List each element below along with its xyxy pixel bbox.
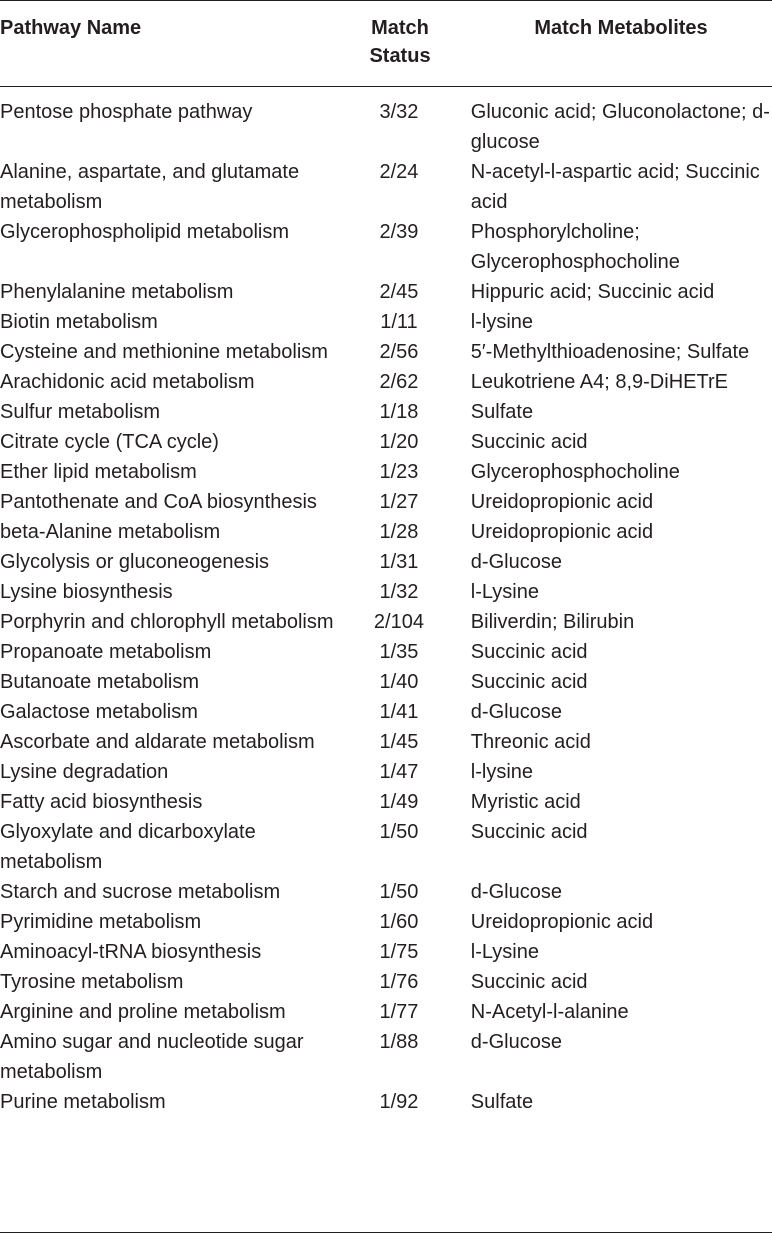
match-status-cell: 1/75 xyxy=(379,941,419,963)
pathway-name-cell: Tyrosine metabolism xyxy=(0,971,184,993)
match-status-cell: 2/45 xyxy=(379,281,419,303)
table-row xyxy=(0,697,772,727)
pathway-name-cell: Purine metabolism xyxy=(0,1091,166,1113)
table-row xyxy=(0,427,772,457)
match-status-cell: 1/41 xyxy=(379,701,419,723)
match-metabolites-cell: Glycerophosphocholine xyxy=(470,461,680,483)
header-rule xyxy=(0,86,772,87)
table-row xyxy=(0,547,772,577)
header-match-status: Match Status xyxy=(369,17,431,67)
match-metabolites-cell: N-Acetyl-l-alanine xyxy=(470,1001,629,1023)
pathway-name-cell: Ether lipid metabolism xyxy=(0,461,197,483)
table-row xyxy=(0,277,772,307)
match-metabolites-cell: N-acetyl-l-aspartic acid; Succinic acid xyxy=(470,161,760,213)
pathway-name-cell: Aminoacyl-tRNA biosynthesis xyxy=(0,941,262,963)
match-metabolites-cell: Sulfate xyxy=(470,1091,534,1113)
pathway-name-cell: Biotin metabolism xyxy=(0,311,158,333)
match-status-cell: 1/40 xyxy=(379,671,419,693)
match-metabolites-cell: Succinic acid xyxy=(470,671,588,693)
match-status-cell: 2/24 xyxy=(379,161,419,183)
table-row xyxy=(0,637,772,667)
table-row xyxy=(0,877,772,907)
pathway-name-cell: Glyoxylate and dicarboxylate metabolism xyxy=(0,821,256,873)
match-status-cell: 1/77 xyxy=(379,1001,419,1023)
pathway-name-cell: Citrate cycle (TCA cycle) xyxy=(0,431,219,453)
table-row xyxy=(0,607,772,637)
table-row xyxy=(0,217,772,277)
table-row xyxy=(0,1087,772,1117)
pathway-name-cell: Arachidonic acid metabolism xyxy=(0,371,255,393)
pathway-name-cell: Propanoate metabolism xyxy=(0,641,212,663)
table-row xyxy=(0,817,772,877)
pathway-name-cell: beta-Alanine metabolism xyxy=(0,521,221,543)
pathway-name-cell: Arginine and proline metabolism xyxy=(0,1001,286,1023)
match-metabolites-cell: Ureidopropionic acid xyxy=(470,491,654,513)
match-status-cell: 3/32 xyxy=(379,101,419,123)
table-row xyxy=(0,157,772,217)
pathway-name-cell: Pantothenate and CoA biosynthesis xyxy=(0,491,317,513)
match-status-cell: 1/18 xyxy=(379,401,419,423)
pathway-name-cell: Glycerophospholipid metabolism xyxy=(0,221,290,243)
pathway-name-cell: Glycolysis or gluconeogenesis xyxy=(0,551,270,573)
table-row xyxy=(0,997,772,1027)
match-status-cell: 1/45 xyxy=(379,731,419,753)
header-match-metabolites: Match Metabolites xyxy=(534,17,708,39)
match-metabolites-cell: Myristic acid xyxy=(470,791,581,813)
match-metabolites-cell: Succinic acid xyxy=(470,821,588,843)
header-pathway-name: Pathway Name xyxy=(0,17,142,39)
pathway-name-cell: Alanine, aspartate, and glutamate metabolism xyxy=(0,161,300,213)
match-metabolites-cell: d-Glucose xyxy=(470,551,562,573)
pathway-name-cell: Ascorbate and aldarate metabolism xyxy=(0,731,315,753)
table-row xyxy=(0,307,772,337)
match-status-cell: 1/20 xyxy=(379,431,419,453)
match-metabolites-cell: 5′-Methylthioadenosine; Sulfate xyxy=(470,341,750,363)
match-status-cell: 1/50 xyxy=(379,821,419,843)
match-status-cell: 2/104 xyxy=(373,611,424,633)
match-status-cell: 1/92 xyxy=(379,1091,419,1113)
match-metabolites-cell: Succinic acid xyxy=(470,971,588,993)
table-row xyxy=(0,397,772,427)
match-metabolites-cell: d-Glucose xyxy=(470,701,562,723)
pathway-name-cell: Fatty acid biosynthesis xyxy=(0,791,203,813)
table-row xyxy=(0,967,772,997)
match-status-cell: 1/50 xyxy=(379,881,419,903)
table-row xyxy=(0,97,772,157)
pathway-name-cell: Lysine degradation xyxy=(0,761,169,783)
match-metabolites-cell: d-Glucose xyxy=(470,881,562,903)
match-status-cell: 1/47 xyxy=(379,761,419,783)
pathway-name-cell: Cysteine and methionine metabolism xyxy=(0,341,328,363)
pathway-name-cell: Phenylalanine metabolism xyxy=(0,281,234,303)
match-status-cell: 1/11 xyxy=(380,311,418,333)
table-header xyxy=(0,0,772,86)
match-metabolites-cell: l-Lysine xyxy=(470,581,539,603)
table-row xyxy=(0,367,772,397)
match-status-cell: 1/49 xyxy=(379,791,419,813)
table-row xyxy=(0,727,772,757)
match-metabolites-cell: l-lysine xyxy=(470,311,534,333)
match-metabolites-cell: l-Lysine xyxy=(470,941,539,963)
table-row xyxy=(0,487,772,517)
table-row xyxy=(0,787,772,817)
match-status-cell: 1/88 xyxy=(379,1031,419,1053)
match-status-cell: 2/62 xyxy=(379,371,419,393)
match-status-cell: 1/27 xyxy=(379,491,419,513)
match-status-cell: 2/56 xyxy=(379,341,419,363)
match-metabolites-cell: Threonic acid xyxy=(470,731,591,753)
match-metabolites-cell: Succinic acid xyxy=(470,641,588,663)
pathway-name-cell: Amino sugar and nucleotide sugar metabolism xyxy=(0,1031,304,1083)
pathway-name-cell: Butanoate metabolism xyxy=(0,671,200,693)
match-metabolites-cell: Sulfate xyxy=(470,401,534,423)
match-metabolites-cell: Succinic acid xyxy=(470,431,588,453)
pathway-name-cell: Galactose metabolism xyxy=(0,701,198,723)
match-metabolites-cell: Biliverdin; Bilirubin xyxy=(470,611,635,633)
match-metabolites-cell: Ureidopropionic acid xyxy=(470,521,654,543)
match-metabolites-cell: Phosphorylcholine; Glycerophosphocholine xyxy=(470,221,680,273)
match-metabolites-cell: d-Glucose xyxy=(470,1031,562,1053)
match-status-cell: 2/39 xyxy=(379,221,419,243)
table-row xyxy=(0,457,772,487)
table-body xyxy=(0,97,772,1117)
match-metabolites-cell: Leukotriene A4; 8,9-DiHETrE xyxy=(470,371,728,393)
match-status-cell: 1/60 xyxy=(379,911,419,933)
match-status-cell: 1/76 xyxy=(379,971,419,993)
table-bottom-rule xyxy=(0,1232,772,1233)
table-row xyxy=(0,517,772,547)
match-status-cell: 1/23 xyxy=(379,461,419,483)
pathway-name-cell: Pyrimidine metabolism xyxy=(0,911,202,933)
table-row xyxy=(0,577,772,607)
table-row xyxy=(0,667,772,697)
match-metabolites-cell: Hippuric acid; Succinic acid xyxy=(470,281,715,303)
match-metabolites-cell: Ureidopropionic acid xyxy=(470,911,654,933)
match-status-cell: 1/31 xyxy=(379,551,419,573)
match-metabolites-cell: l-lysine xyxy=(470,761,534,783)
pathway-name-cell: Starch and sucrose metabolism xyxy=(0,881,281,903)
pathway-name-cell: Lysine biosynthesis xyxy=(0,581,173,603)
match-status-cell: 1/28 xyxy=(379,521,419,543)
match-status-cell: 1/32 xyxy=(379,581,419,603)
table-row xyxy=(0,337,772,367)
table-row xyxy=(0,757,772,787)
pathway-name-cell: Sulfur metabolism xyxy=(0,401,161,423)
match-status-cell: 1/35 xyxy=(379,641,419,663)
pathway-name-cell: Porphyrin and chlorophyll metabolism xyxy=(0,611,334,633)
table-row xyxy=(0,937,772,967)
pathway-name-cell: Pentose phosphate pathway xyxy=(0,101,253,123)
table-row xyxy=(0,1027,772,1087)
table-row xyxy=(0,907,772,937)
match-metabolites-cell: Gluconic acid; Gluconolactone; d-glucose xyxy=(470,101,770,153)
